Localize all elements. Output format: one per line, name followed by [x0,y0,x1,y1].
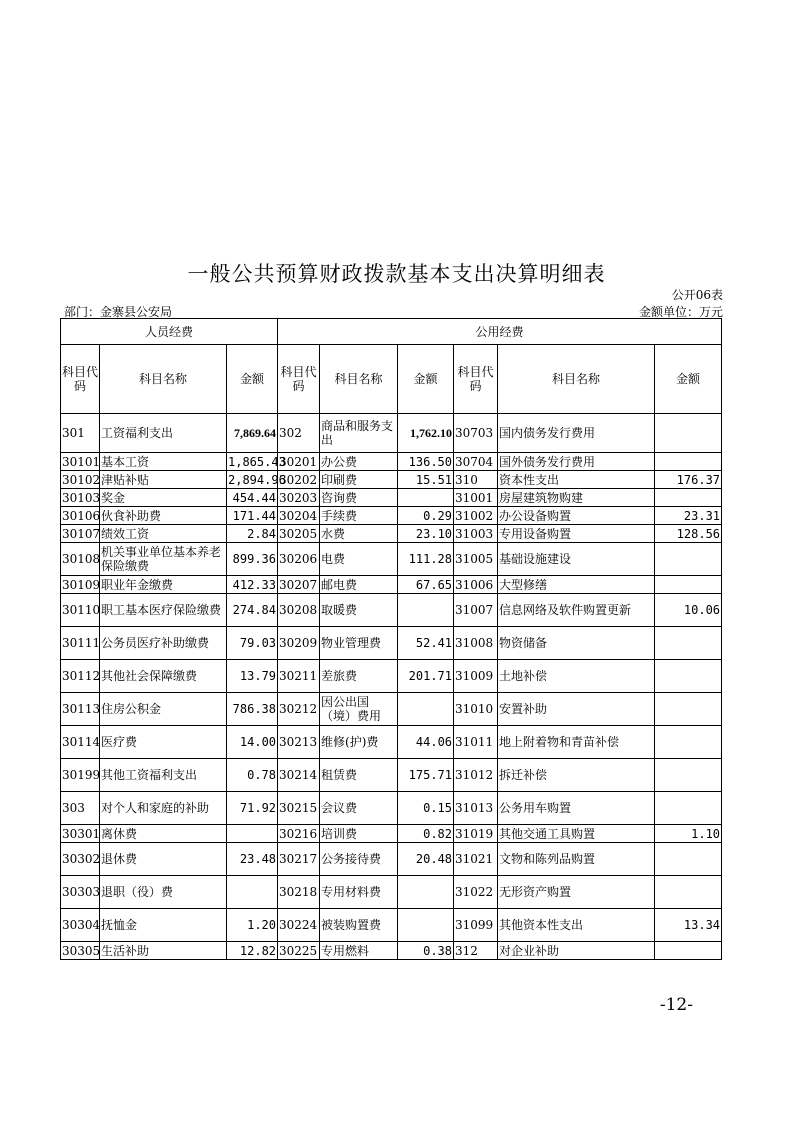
public-name-2-cell: 其他交通工具购置 [498,825,655,843]
public-amount-2-cell [655,414,722,453]
public-amount-cell: 175.71 [398,759,454,792]
personnel-amount-cell: 171.44 [227,507,278,525]
public-amount-cell: 44.06 [398,726,454,759]
personnel-name-cell: 基本工资 [100,453,227,471]
table-row [61,726,722,759]
public-name-2-cell: 安置补助 [498,693,655,726]
public-code-cell: 30217 [278,843,320,876]
public-name-cell: 咨询费 [320,489,398,507]
public-name-2-cell: 拆迁补偿 [498,759,655,792]
personnel-name-cell: 奖金 [100,489,227,507]
personnel-name-cell: 津贴补贴 [100,471,227,489]
public-code-2-cell: 30704 [454,453,498,471]
public-name-2-cell: 文物和陈列品购置 [498,843,655,876]
column-header-code: 科目代码 [61,345,100,414]
personnel-code-cell: 301 [61,414,100,453]
personnel-name-cell: 生活补助 [100,942,227,960]
public-amount-cell: 23.10 [398,525,454,543]
public-code-2-cell: 31012 [454,759,498,792]
personnel-amount-cell [227,825,278,843]
public-amount-cell: 201.71 [398,660,454,693]
public-name-cell: 商品和服务支出 [320,414,398,453]
public-amount-cell: 0.82 [398,825,454,843]
expenditure-table [60,318,722,960]
column-header-amount: 金额 [398,345,454,414]
personnel-amount-cell: 79.03 [227,627,278,660]
personnel-code-cell: 30108 [61,543,100,576]
table-row [61,453,722,471]
section-header-personnel: 人员经费 [61,319,278,345]
personnel-code-cell: 30304 [61,909,100,942]
public-name-2-cell: 公务用车购置 [498,792,655,825]
personnel-amount-cell: 786.38 [227,693,278,726]
public-name-2-cell: 大型修缮 [498,576,655,594]
personnel-amount-cell: 412.33 [227,576,278,594]
personnel-name-cell: 公务员医疗补助缴费 [100,627,227,660]
page-title: 一般公共预算财政拨款基本支出决算明细表 [187,262,606,286]
public-amount-2-cell: 176.37 [655,471,722,489]
personnel-code-cell: 30303 [61,876,100,909]
public-code-2-cell: 31008 [454,627,498,660]
public-amount-2-cell [655,942,722,960]
personnel-code-cell: 30114 [61,726,100,759]
public-code-cell: 30204 [278,507,320,525]
public-code-cell: 30215 [278,792,320,825]
public-name-cell: 印刷费 [320,471,398,489]
public-code-cell: 30216 [278,825,320,843]
form-number: 公开06表 [671,288,723,302]
page-number: -12- [659,995,693,1015]
public-code-cell: 302 [278,414,320,453]
table-row [61,471,722,489]
public-amount-2-cell: 1.10 [655,825,722,843]
public-amount-2-cell [655,876,722,909]
public-name-2-cell: 国外债务发行费用 [498,453,655,471]
table-row [61,660,722,693]
personnel-code-cell: 30301 [62,826,101,841]
department-label: 部门：金寨县公安局 [64,305,173,319]
personnel-code-cell: 30109 [62,577,101,592]
public-name-cell: 专用材料费 [320,876,398,909]
public-code-2-cell: 31021 [454,843,498,876]
public-amount-2-cell [655,543,722,576]
personnel-code-cell: 30111 [61,627,100,660]
public-amount-cell: 15.51 [398,471,454,489]
personnel-name-cell: 其他社会保障缴费 [100,660,227,693]
column-header-name: 科目名称 [498,345,655,414]
public-amount-cell: 1,762.10 [398,414,454,453]
public-name-2-cell: 其他资本性支出 [498,909,655,942]
public-amount-2-cell: 23.31 [655,507,722,525]
personnel-amount-cell [227,876,278,909]
personnel-code-cell: 303 [61,792,100,825]
public-code-2-cell: 31019 [454,825,498,843]
table-row [61,594,722,627]
personnel-code-cell: 30113 [61,693,100,726]
public-code-2-cell: 31013 [454,792,498,825]
public-name-2-cell: 对企业补助 [498,942,655,960]
public-code-2-cell: 312 [454,942,498,960]
public-name-cell: 公务接待费 [320,843,398,876]
table-row [61,942,722,960]
public-name-cell: 被装购置费 [320,909,398,942]
public-code-2-cell: 30703 [454,414,498,453]
public-code-cell: 30207 [278,576,320,594]
public-name-cell: 物业管理费 [320,627,398,660]
personnel-name-cell: 退休费 [100,843,227,876]
personnel-code-cell: 30107 [62,526,101,541]
personnel-amount-cell: 1,865.43 [228,454,286,469]
table-row [61,525,722,543]
public-code-cell: 30213 [278,726,320,759]
public-code-cell: 30212 [278,693,320,726]
personnel-amount-cell: 71.92 [227,792,278,825]
personnel-amount-cell: 13.79 [227,660,278,693]
table-row [61,543,722,576]
public-amount-2-cell [655,576,722,594]
table-row [61,507,722,525]
public-name-2-cell: 基础设施建设 [498,543,655,576]
public-name-cell: 专用燃料 [320,942,398,960]
public-amount-2-cell: 10.06 [655,594,722,627]
personnel-amount-cell: 0.78 [227,759,278,792]
personnel-name-cell: 其他工资福利支出 [100,759,227,792]
personnel-amount-cell: 12.82 [227,942,278,960]
public-name-cell: 水费 [320,525,398,543]
public-code-cell: 30203 [278,489,320,507]
public-name-2-cell: 无形资产购置 [498,876,655,909]
column-header-name: 科目名称 [100,345,227,414]
personnel-amount-cell: 274.84 [227,594,278,627]
public-code-2-cell: 31006 [454,576,498,594]
personnel-code-cell: 30103 [62,490,101,505]
public-code-cell: 30218 [278,876,320,909]
public-amount-cell: 0.38 [398,942,454,960]
public-code-2-cell: 31099 [454,909,498,942]
public-code-2-cell: 31010 [454,693,498,726]
personnel-name-cell: 职工基本医疗保险缴费 [100,594,227,627]
public-amount-cell: 0.15 [398,792,454,825]
personnel-amount-cell: 23.48 [227,843,278,876]
public-code-2-cell: 31011 [454,726,498,759]
personnel-name-cell: 抚恤金 [100,909,227,942]
public-amount-cell [398,693,454,726]
public-amount-2-cell [655,792,722,825]
public-amount-2-cell [655,726,722,759]
column-header-name: 科目名称 [320,345,398,414]
public-amount-2-cell [655,627,722,660]
public-name-cell: 培训费 [320,825,398,843]
public-name-cell: 办公费 [320,453,398,471]
column-header-amount: 金额 [655,345,722,414]
public-name-cell: 差旅费 [320,660,398,693]
public-amount-cell: 67.65 [398,576,454,594]
public-name-2-cell: 国内债务发行费用 [498,414,655,453]
public-amount-2-cell [655,843,722,876]
public-name-2-cell: 房屋建筑物购建 [498,489,655,507]
personnel-name-cell: 伙食补助费 [100,507,227,525]
public-code-cell: 30211 [278,660,320,693]
public-code-2-cell: 31003 [454,525,498,543]
public-name-2-cell: 土地补偿 [498,660,655,693]
public-code-cell: 30201 [278,453,320,471]
table-row [61,627,722,660]
personnel-name-cell: 绩效工资 [100,525,227,543]
public-amount-2-cell [655,453,722,471]
public-amount-2-cell [655,759,722,792]
personnel-amount-cell: 1.20 [227,909,278,942]
table-row [61,414,722,453]
personnel-name-cell: 职业年金缴费 [100,576,227,594]
public-name-cell: 手续费 [320,507,398,525]
personnel-code-cell: 30102 [62,472,101,487]
public-name-cell: 租赁费 [320,759,398,792]
public-code-cell: 30205 [278,525,320,543]
public-name-2-cell: 信息网络及软件购置更新 [498,594,655,627]
personnel-amount-cell: 2,894.96 [228,472,286,487]
public-code-cell: 30202 [278,471,320,489]
public-code-cell: 30214 [278,759,320,792]
public-name-cell: 电费 [320,543,398,576]
personnel-name-cell: 工资福利支出 [100,414,227,453]
table-row [61,693,722,726]
public-name-cell: 取暖费 [320,594,398,627]
public-name-cell: 邮电费 [320,576,398,594]
personnel-name-cell: 医疗费 [100,726,227,759]
public-code-cell: 30206 [278,543,320,576]
public-name-cell: 因公出国（境）费用 [320,693,398,726]
public-amount-2-cell [655,489,722,507]
amount-unit-label: 金额单位：万元 [638,305,723,319]
personnel-amount-cell: 454.44 [227,489,278,507]
table-row [61,876,722,909]
public-code-2-cell: 31005 [454,543,498,576]
personnel-code-cell: 30110 [61,594,100,627]
personnel-code-cell: 30106 [62,508,101,523]
public-name-2-cell: 专用设备购置 [498,525,655,543]
public-name-2-cell: 资本性支出 [498,471,655,489]
public-code-2-cell: 31001 [454,489,498,507]
public-amount-cell [398,594,454,627]
personnel-amount-cell: 7,869.64 [227,414,278,453]
personnel-name-cell: 退职（役）费 [100,876,227,909]
table-row [61,909,722,942]
column-header-code: 科目代码 [454,345,498,414]
public-amount-cell: 0.29 [398,507,454,525]
public-amount-2-cell [655,693,722,726]
personnel-code-cell: 30112 [61,660,100,693]
public-code-2-cell: 31022 [454,876,498,909]
personnel-code-cell: 30305 [62,943,101,958]
public-code-2-cell: 31009 [454,660,498,693]
personnel-name-cell: 机关事业单位基本养老保险缴费 [100,543,227,576]
public-amount-2-cell: 13.34 [655,909,722,942]
public-code-2-cell: 310 [454,471,498,489]
public-amount-cell [398,909,454,942]
public-name-2-cell: 地上附着物和青苗补偿 [498,726,655,759]
public-amount-cell: 111.28 [398,543,454,576]
table-row [61,576,722,594]
personnel-code-cell: 30101 [62,454,101,469]
personnel-name-cell: 离休费 [100,825,227,843]
table-row [61,489,722,507]
table-row [61,792,722,825]
section-header-public: 公用经费 [278,319,722,345]
public-name-cell: 维修(护)费 [320,726,398,759]
personnel-name-cell: 住房公积金 [100,693,227,726]
public-code-cell: 30224 [278,909,320,942]
public-amount-cell: 52.41 [398,627,454,660]
public-name-cell: 会议费 [320,792,398,825]
column-header-amount: 金额 [227,345,278,414]
public-amount-2-cell [655,660,722,693]
public-name-2-cell: 物资储备 [498,627,655,660]
public-amount-cell: 20.48 [398,843,454,876]
table-row [61,843,722,876]
personnel-amount-cell: 14.00 [227,726,278,759]
personnel-amount-cell: 2.84 [227,525,278,543]
public-code-cell: 30225 [278,942,320,960]
public-code-2-cell: 31007 [454,594,498,627]
public-amount-cell: 136.50 [398,453,454,471]
personnel-name-cell: 对个人和家庭的补助 [100,792,227,825]
public-code-cell: 30208 [278,594,320,627]
column-header-code: 科目代码 [278,345,320,414]
public-amount-cell [398,489,454,507]
personnel-code-cell: 30302 [61,843,100,876]
public-amount-cell [398,876,454,909]
public-amount-2-cell: 128.56 [655,525,722,543]
table-row [61,825,722,843]
public-name-2-cell: 办公设备购置 [498,507,655,525]
public-code-2-cell: 31002 [454,507,498,525]
table-row [61,759,722,792]
personnel-code-cell: 30199 [61,759,100,792]
public-code-cell: 30209 [278,627,320,660]
personnel-amount-cell: 899.36 [227,543,278,576]
